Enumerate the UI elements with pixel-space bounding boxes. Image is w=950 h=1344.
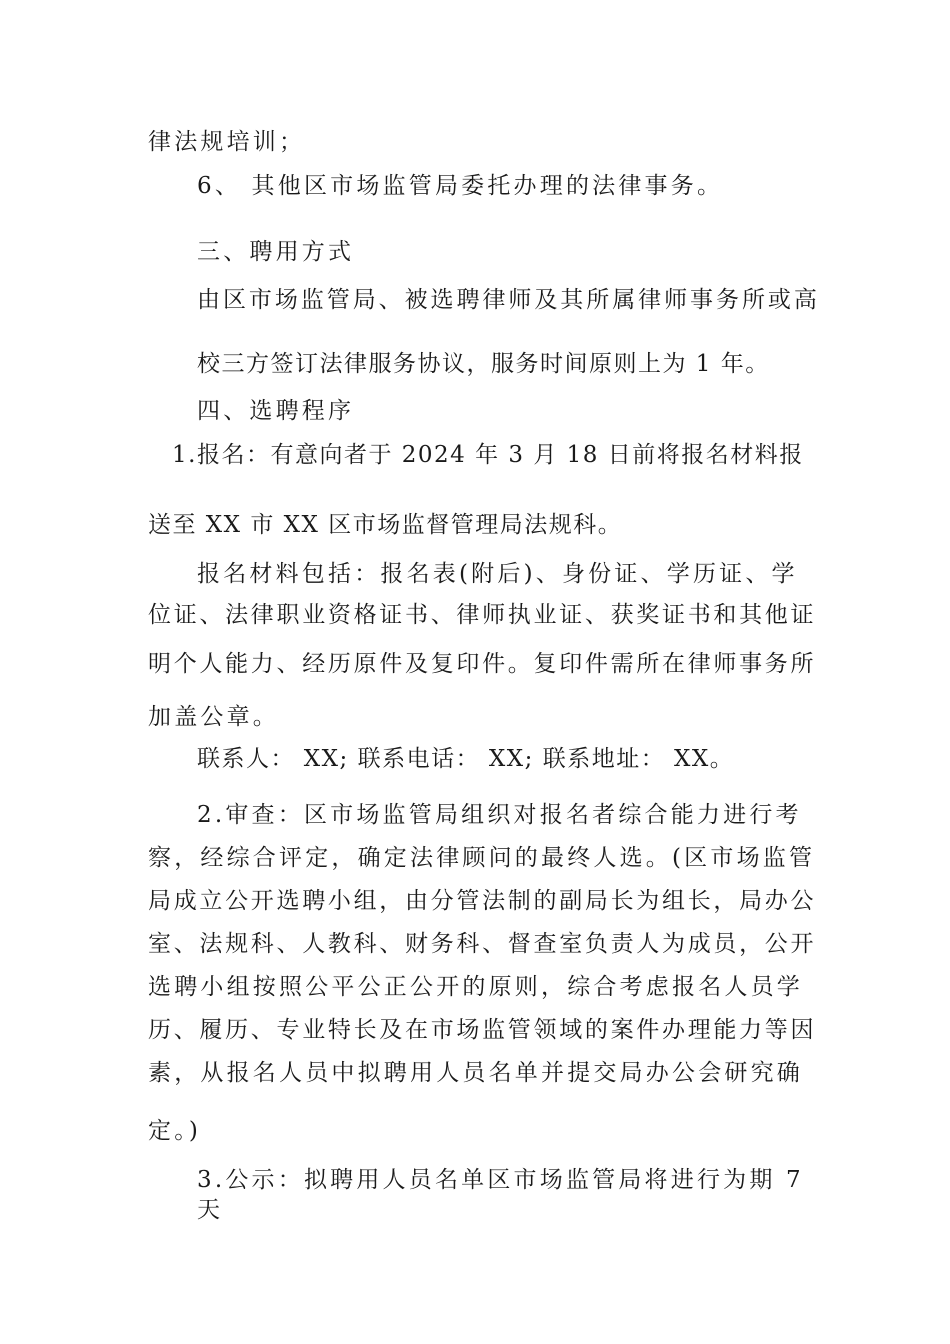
text-line: 加盖公章。 — [148, 704, 279, 730]
text-line: 明个人能力、经历原件及复印件。复印件需所在律师事务所 — [148, 651, 817, 677]
text-line: 由区市场监管局、被选聘律师及其所属律师事务所或高 — [197, 287, 820, 313]
text-line: 定。) — [148, 1118, 202, 1144]
text-line: 局成立公开选聘小组，由分管法制的副局长为组长，局办公 — [148, 888, 817, 914]
text-line: 室、法规科、人教科、财务科、督查室负责人为成员，公开 — [148, 931, 817, 957]
section-heading: 三、聘用方式 — [197, 239, 355, 265]
text-line: 送至 XX 市 XX 区市场监督管理局法规科。 — [148, 512, 623, 538]
text-line: 报名材料包括：报名表(附后)、身份证、学历证、学 — [197, 561, 798, 587]
section-heading: 四、选聘程序 — [197, 398, 355, 424]
text-line: 素，从报名人员中拟聘用人员名单并提交局办公会研究确 — [148, 1060, 803, 1086]
text-line: 律法规培训； — [148, 129, 306, 155]
text-line: 校三方签订法律服务协议，服务时间原则上为 1 年。 — [197, 351, 770, 377]
text-line: 位证、法律职业资格证书、律师执业证、获奖证书和其他证 — [148, 602, 817, 628]
text-line: 察，经综合评定，确定法律顾问的最终人选。(区市场监管 — [148, 845, 816, 871]
text-line: 6、 其他区市场监管局委托办理的法律事务。 — [197, 173, 724, 199]
contact-line: 联系人： XX; 联系电话： XX; 联系地址： XX。 — [197, 746, 735, 772]
text-line: 2.审查：区市场监管局组织对报名者综合能力进行考 — [197, 802, 802, 828]
text-line: 选聘小组按照公平公正公开的原则，综合考虑报名人员学 — [148, 974, 803, 1000]
text-line: 1.报名：有意向者于 2024 年 3 月 18 日前将报名材料报 — [172, 442, 804, 468]
text-line: 3.公示：拟聘用人员名单区市场监管局将进行为期 7 — [197, 1167, 804, 1193]
text-line: 天 — [197, 1197, 224, 1223]
text-line: 历、履历、专业特长及在市场监管领域的案件办理能力等因 — [148, 1017, 817, 1043]
